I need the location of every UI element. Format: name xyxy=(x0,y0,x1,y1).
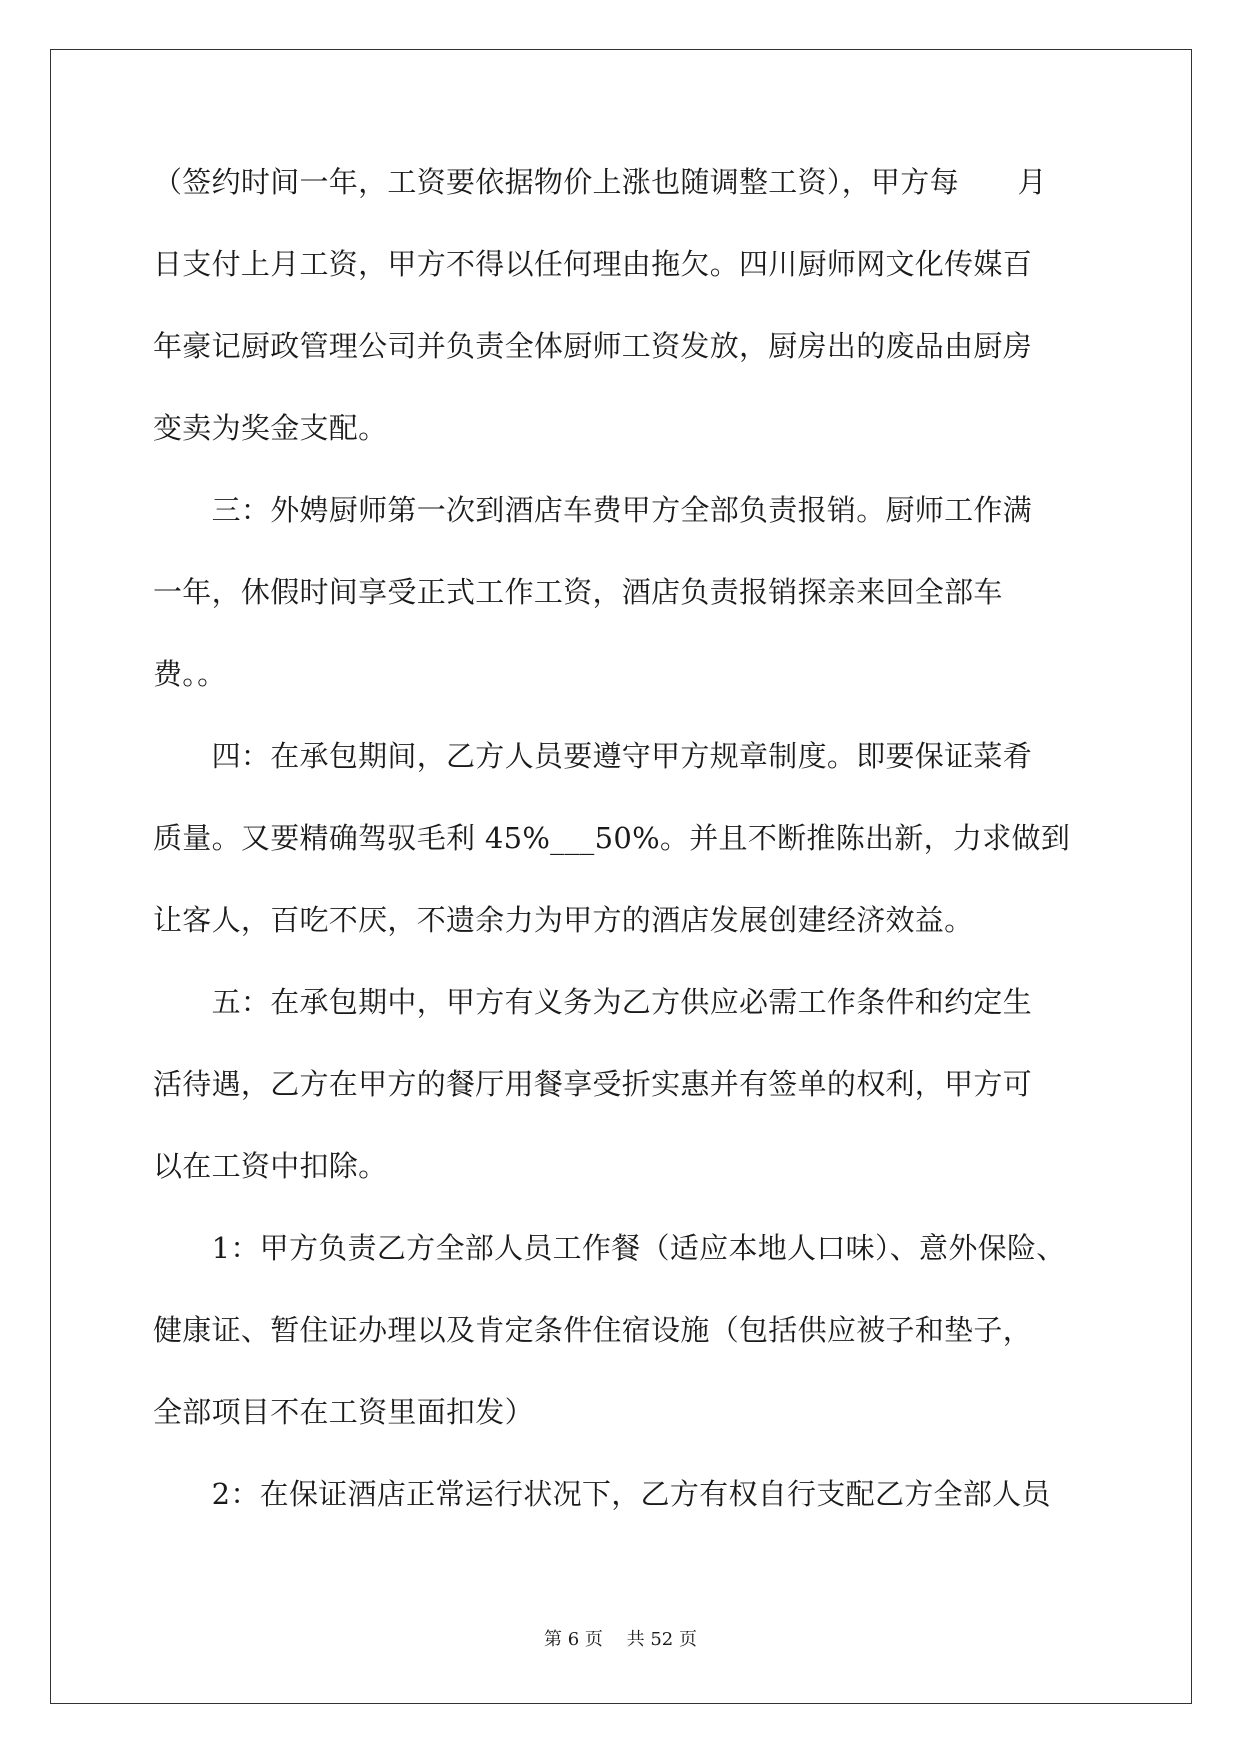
text-line: 质量。又要精确驾驭毛利 45%___50%。并且不断推陈出新，力求做到 xyxy=(153,821,1071,855)
text-line: 五：在承包期中，甲方有义务为乙方供应必需工作条件和约定生 xyxy=(153,985,1033,1019)
text-line: 日支付上月工资，甲方不得以任何理由拖欠。四川厨师网文化传媒百 xyxy=(153,247,1033,281)
text-line: 健康证、暂住证办理以及肯定条件住宿设施（包括供应被子和垫子， xyxy=(153,1313,1033,1347)
text-line: 四：在承包期间，乙方人员要遵守甲方规章制度。即要保证菜肴 xyxy=(153,739,1033,773)
text-line: 一年，休假时间享受正式工作工资，酒店负责报销探亲来回全部车 xyxy=(153,575,1003,609)
page-number-footer: 第 6 页 共 52 页 xyxy=(544,1629,697,1650)
page-border xyxy=(50,49,1192,1704)
text-line: 年豪记厨政管理公司并负责全体厨师工资发放，厨房出的废品由厨房 xyxy=(153,329,1033,363)
text-line: 1：甲方负责乙方全部人员工作餐（适应本地人口味）、意外保险、 xyxy=(153,1231,1066,1265)
text-line: 活待遇，乙方在甲方的餐厅用餐享受折实惠并有签单的权利，甲方可 xyxy=(153,1067,1033,1101)
text-line: 全部项目不在工资里面扣发） xyxy=(153,1395,534,1429)
text-line: 变卖为奖金支配。 xyxy=(153,411,388,445)
text-line: 费。。 xyxy=(153,657,227,691)
text-line: 以在工资中扣除。 xyxy=(153,1149,388,1183)
text-line: 2：在保证酒店正常运行状况下，乙方有权自行支配乙方全部人员 xyxy=(153,1477,1051,1511)
text-line: 让客人，百吃不厌，不遗余力为甲方的酒店发展创建经济效益。 xyxy=(153,903,974,937)
text-line: 三：外娉厨师第一次到酒店车费甲方全部负责报销。厨师工作满 xyxy=(153,493,1033,527)
text-line: （签约时间一年，工资要依据物价上涨也随调整工资），甲方每 月 xyxy=(153,165,1047,199)
